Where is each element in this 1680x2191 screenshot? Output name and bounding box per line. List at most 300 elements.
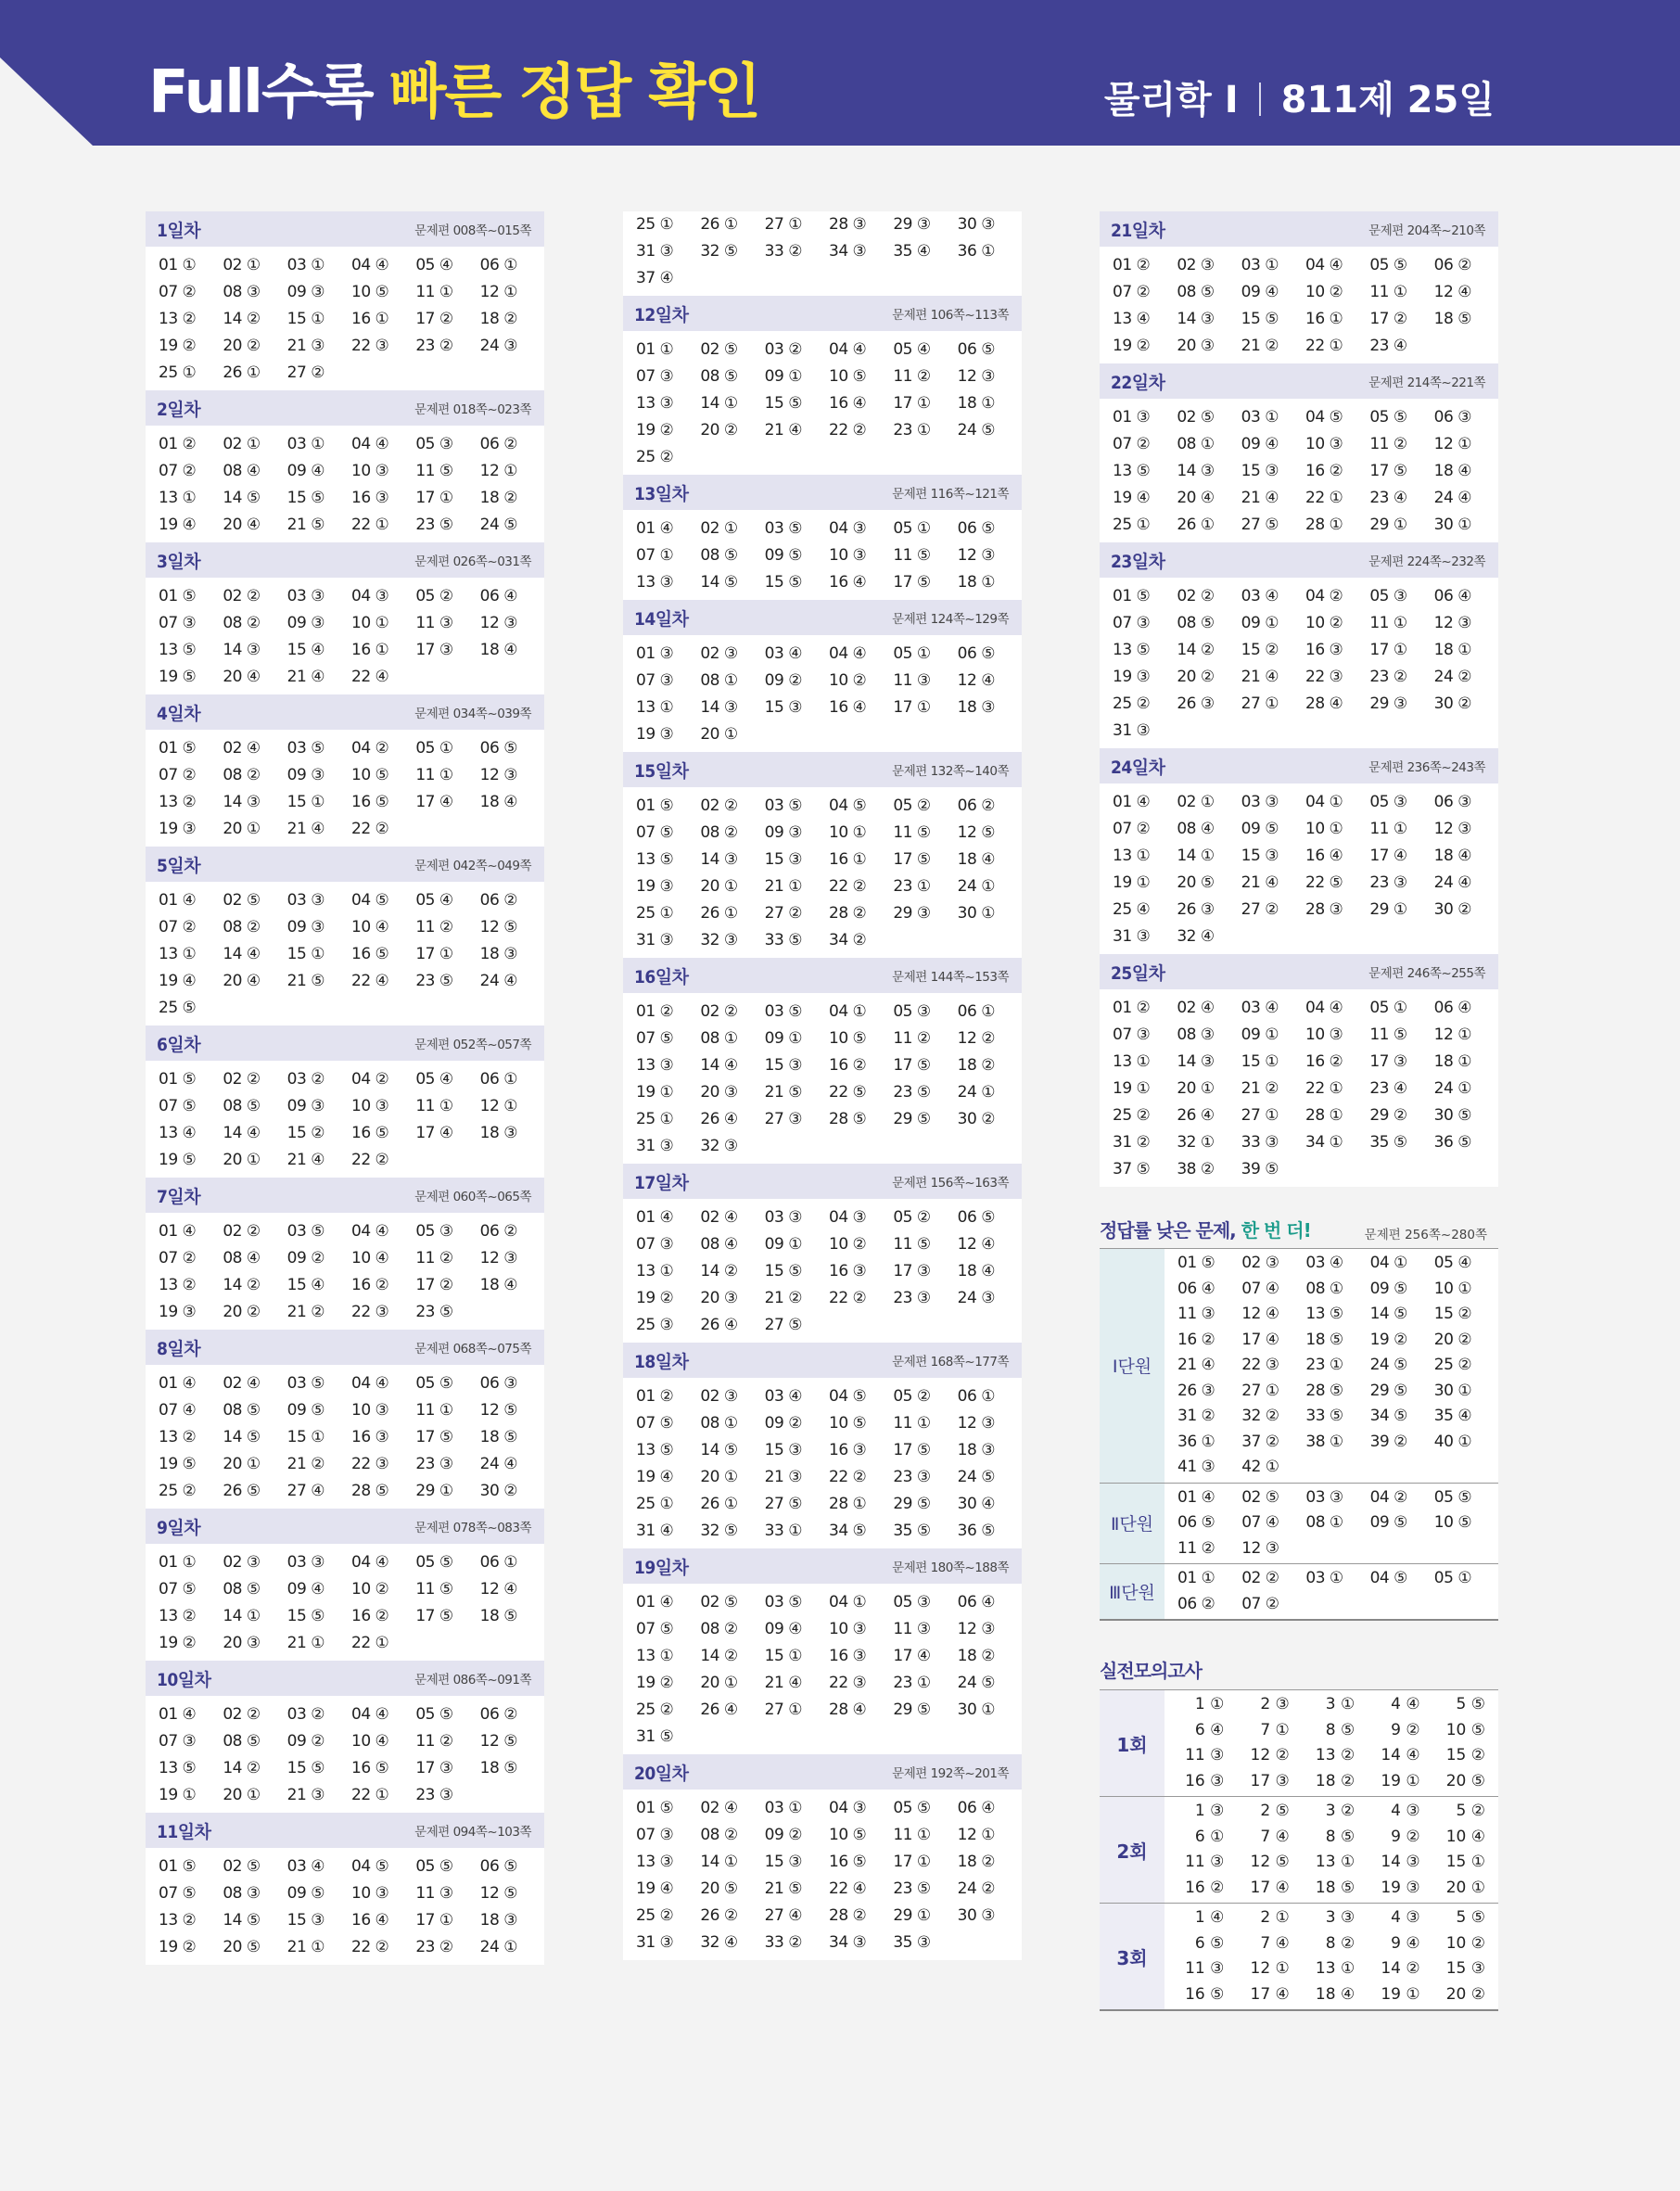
answer-cell: 12 ⑤ — [479, 918, 517, 936]
answer-cell: 19 ③ — [1113, 668, 1151, 686]
answer-cell: 02 ① — [223, 256, 261, 274]
column-3-days — [1100, 211, 1498, 1187]
answer-cell: 06 ⑤ — [957, 340, 995, 359]
day-title: 6일차 — [157, 1034, 201, 1055]
day-title: 7일차 — [157, 1186, 201, 1207]
answer-cell: 07 ③ — [636, 1235, 674, 1254]
answer-cell: 10 ③ — [351, 462, 389, 480]
answer-cell: 24 ① — [957, 1083, 995, 1102]
answer-grid — [623, 993, 1022, 1164]
volume-label: 811제 25일 — [1280, 79, 1495, 121]
answer-cell: 13 ⑤ — [1113, 641, 1151, 659]
answer-cell: 15 ⑤ — [764, 573, 802, 592]
answer-cell: 16 ② — [829, 1056, 867, 1075]
answer-cell: 15 ② — [1433, 1305, 1472, 1323]
answer-cell: 06 ① — [479, 256, 517, 274]
answer-cell: 29 ⑤ — [893, 1495, 931, 1513]
answer-cell: 17 ① — [893, 698, 931, 717]
answer-cell: 07 ② — [1113, 283, 1151, 301]
answer-cell: 20 ② — [700, 421, 738, 439]
answer-cell: 03 ③ — [1305, 1487, 1343, 1507]
answer-cell: 7 ① — [1260, 1720, 1290, 1739]
mock-round-row — [1100, 1903, 1498, 2011]
answer-cell: 05 ④ — [415, 256, 453, 274]
answer-cell: 20 ① — [223, 1455, 261, 1473]
answer-cell: 25 ① — [636, 215, 674, 234]
answer-cell: 12 ① — [1433, 435, 1471, 453]
answer-cell: 27 ⑤ — [764, 1495, 802, 1513]
answer-cell: 01 ⑤ — [1113, 587, 1151, 605]
answer-cell: 02 ① — [223, 435, 261, 453]
answer-cell: 06 ④ — [479, 587, 517, 605]
answer-cell: 02 ② — [223, 587, 261, 605]
answer-cell: 02 ④ — [700, 1208, 738, 1227]
answer-cell: 22 ② — [829, 1289, 867, 1307]
answer-cell: 30 ② — [479, 1482, 517, 1500]
day-title: 9일차 — [157, 1517, 201, 1538]
answer-cell: 20 ① — [1445, 1878, 1485, 1897]
day-block — [623, 752, 1022, 958]
answer-cell: 08 ⑤ — [223, 1732, 261, 1751]
answer-cell: 01 ② — [636, 1002, 674, 1021]
day-block — [146, 694, 544, 847]
answer-cell: 10 ⑤ — [351, 766, 389, 784]
answer-cell: 02 ⑤ — [1241, 1487, 1279, 1507]
answer-cell: 05 ⑤ — [1433, 1487, 1472, 1507]
answer-cell: 27 ① — [1241, 694, 1279, 713]
answer-cell: 29 ⑤ — [1369, 1381, 1407, 1400]
answer-cell: 22 ④ — [829, 1879, 867, 1898]
answer-cell: 17 ① — [415, 945, 453, 963]
answer-cell: 08 ⑤ — [700, 367, 738, 386]
answer-cell: 03 ④ — [1305, 1254, 1343, 1272]
answer-cell: 04 ② — [1369, 1487, 1407, 1507]
answer-cell: 16 ③ — [1185, 1771, 1225, 1790]
answer-grid — [146, 1696, 544, 1813]
answer-cell: 04 ⑤ — [1369, 1569, 1407, 1587]
answer-cell: 04 ⑤ — [351, 891, 389, 910]
answer-cell: 14 ⑤ — [223, 489, 261, 507]
answer-cell: 05 ③ — [415, 435, 453, 453]
answer-cell: 31 ③ — [636, 242, 674, 261]
answer-cell: 21 ① — [286, 1938, 325, 1956]
answer-cell: 19 ④ — [1113, 489, 1151, 507]
answer-cell: 19 ⑤ — [159, 1455, 197, 1473]
answer-cell: 04 ③ — [829, 1208, 867, 1227]
answer-grid — [146, 1544, 544, 1661]
answer-cell: 01 ④ — [636, 1593, 674, 1611]
answer-cell: 33 ③ — [1241, 1133, 1279, 1152]
answer-cell: 15 ③ — [764, 850, 802, 869]
day-block — [1100, 211, 1498, 363]
answer-cell: 23 ① — [893, 421, 931, 439]
answer-cell: 5 ② — [1456, 1802, 1485, 1820]
answer-cell: 01 ④ — [159, 1222, 197, 1241]
answer-cell: 28 ④ — [1305, 694, 1343, 713]
day-page-ref: 문제편 008쪽~015쪽 — [414, 223, 531, 238]
day-header — [1100, 748, 1498, 783]
wrong-section-ref: 문제편 256쪽~280쪽 — [1364, 1228, 1487, 1242]
answer-cell: 13 ① — [636, 1647, 674, 1665]
answer-cell: 02 ② — [223, 1222, 261, 1241]
answer-cell: 19 ③ — [636, 877, 674, 896]
day-title: 3일차 — [157, 551, 201, 572]
answer-cell: 02 ⑤ — [223, 891, 261, 910]
answer-cell: 08 ② — [223, 918, 261, 936]
answer-cell: 18 ③ — [479, 945, 517, 963]
day-header — [146, 1025, 544, 1061]
answer-cell: 06 ⑤ — [957, 519, 995, 538]
answer-cell: 20 ① — [223, 1786, 261, 1804]
answer-cell: 08 ⑤ — [223, 1401, 261, 1420]
answer-cell: 04 ④ — [1305, 256, 1343, 274]
answer-cell: 15 ③ — [286, 1911, 325, 1930]
answer-cell: 07 ② — [159, 766, 197, 784]
answer-cell: 15 ④ — [286, 1276, 325, 1294]
answer-cell: 20 ④ — [223, 668, 261, 686]
day-page-ref: 문제편 034쪽~039쪽 — [414, 707, 531, 721]
answer-cell: 31 ④ — [636, 1522, 674, 1540]
answer-cell: 07 ③ — [636, 671, 674, 690]
answer-cell: 20 ① — [700, 1674, 738, 1692]
mock-exam-section — [1100, 1656, 1498, 2011]
answer-cell: 30 ① — [1433, 516, 1471, 534]
answer-cell: 04 ④ — [351, 1705, 389, 1724]
answer-cell: 15 ① — [764, 1647, 802, 1665]
answer-cell: 02 ④ — [223, 1374, 261, 1393]
answer-cell: 12 ② — [1250, 1746, 1290, 1764]
answer-grid — [623, 1199, 1022, 1343]
answer-cell: 12 ① — [479, 283, 517, 301]
answer-cell: 26 ① — [700, 1495, 738, 1513]
answer-cell: 28 ④ — [829, 1701, 867, 1719]
answer-cell: 31 ③ — [636, 1933, 674, 1952]
answer-cell: 18 ③ — [479, 1124, 517, 1142]
answer-cell: 23 ① — [893, 877, 931, 896]
answer-cell: 03 ① — [286, 256, 325, 274]
answer-cell: 2 ① — [1260, 1908, 1290, 1927]
answer-cell: 29 ③ — [1369, 694, 1407, 713]
day-header — [146, 694, 544, 730]
answer-cell: 08 ③ — [223, 1884, 261, 1903]
answer-cell: 15 ⑤ — [286, 1759, 325, 1777]
day-block — [1100, 542, 1498, 748]
answer-cell: 21 ④ — [286, 1151, 325, 1169]
answer-cell: 01 ⑤ — [636, 796, 674, 815]
day-header — [146, 1178, 544, 1213]
answer-cell: 08 ⑤ — [1177, 283, 1215, 301]
answer-cell: 19 ① — [1381, 1771, 1420, 1790]
answer-cell: 1 ④ — [1194, 1908, 1225, 1927]
answer-cell: 02 ④ — [700, 1799, 738, 1817]
answer-cell: 19 ② — [636, 421, 674, 439]
answer-cell: 21 ① — [286, 1634, 325, 1652]
answer-cell: 12 ④ — [957, 671, 995, 690]
answer-cell: 16 ③ — [351, 489, 389, 507]
answer-cell: 15 ① — [1241, 1052, 1279, 1071]
day-header — [1100, 954, 1498, 989]
answer-cell: 04 ④ — [1305, 999, 1343, 1017]
day-header — [623, 600, 1022, 635]
answer-cell: 24 ③ — [479, 337, 517, 355]
answer-cell: 28 ⑤ — [351, 1482, 389, 1500]
answer-cell: 03 ④ — [286, 1857, 325, 1876]
answer-cell: 18 ⑤ — [479, 1607, 517, 1625]
answer-cell: 21 ④ — [286, 820, 325, 838]
answer-cell: 21 ④ — [1177, 1356, 1215, 1374]
answer-cell: 36 ① — [957, 242, 995, 261]
answer-cell: 10 ① — [351, 614, 389, 632]
answer-cell: 03 ② — [286, 1705, 325, 1724]
answer-cell: 22 ② — [351, 1151, 389, 1169]
answer-cell: 10 ③ — [1305, 435, 1343, 453]
answer-cell: 05 ① — [893, 644, 931, 663]
answer-cell: 12 ① — [479, 1097, 517, 1115]
answer-cell: 08 ④ — [223, 1249, 261, 1267]
answer-cell: 17 ⑤ — [415, 1607, 453, 1625]
answer-cell: 25 ① — [1113, 516, 1151, 534]
answer-grid — [146, 247, 544, 390]
answer-cell: 05 ② — [893, 1208, 931, 1227]
day-title: 2일차 — [157, 399, 201, 420]
answer-cell: 09 ④ — [1241, 283, 1279, 301]
answer-cell: 21 ③ — [286, 1786, 325, 1804]
answer-cell: 22 ③ — [1241, 1356, 1279, 1374]
answer-cell: 30 ③ — [957, 1906, 995, 1925]
answer-cell: 25 ④ — [1113, 900, 1151, 919]
answer-cell: 34 ② — [829, 931, 867, 949]
answer-cell: 01 ① — [1177, 1569, 1215, 1587]
answer-cell: 01 ② — [636, 1387, 674, 1406]
answer-cell: 05 ③ — [1369, 793, 1407, 811]
answer-cell: 09 ② — [286, 1249, 325, 1267]
answer-cell: 27 ② — [764, 904, 802, 923]
answer-cell: 26 ① — [700, 904, 738, 923]
answer-cell: 29 ① — [893, 1906, 931, 1925]
answer-cell: 34 ③ — [829, 242, 867, 261]
answer-cell: 10 ② — [829, 671, 867, 690]
day-header — [146, 390, 544, 426]
answer-cell: 11 ③ — [1185, 1853, 1225, 1871]
unit-list — [1100, 1248, 1498, 1621]
answer-cell: 12 ③ — [957, 546, 995, 565]
answer-cell: 04 ② — [351, 739, 389, 758]
answer-cell: 10 ③ — [829, 546, 867, 565]
answer-cell: 07 ⑤ — [636, 1414, 674, 1433]
answer-cell: 15 ③ — [764, 1441, 802, 1459]
day-title: 20일차 — [634, 1763, 689, 1784]
answer-cell: 22 ① — [1305, 337, 1343, 355]
day-block — [146, 1661, 544, 1813]
answer-cell: 07 ③ — [636, 367, 674, 386]
answer-cell: 03 ③ — [764, 1208, 802, 1227]
answer-cell: 13 ② — [159, 1276, 197, 1294]
answer-cell: 02 ② — [700, 1002, 738, 1021]
answer-cell: 20 ② — [1433, 1330, 1472, 1349]
answer-cell: 05 ② — [893, 796, 931, 815]
day-header — [146, 1509, 544, 1544]
day-block — [623, 1754, 1022, 1960]
answer-cell: 2 ⑤ — [1260, 1802, 1290, 1820]
answer-cell: 17 ② — [1369, 310, 1407, 328]
answer-cell: 32 ① — [1177, 1133, 1215, 1152]
answer-cell: 26 ③ — [1177, 900, 1215, 919]
answer-cell: 06 ② — [479, 1705, 517, 1724]
answer-cell: 19 ① — [1113, 1079, 1151, 1098]
answer-cell: 18 ① — [1433, 641, 1471, 659]
answer-cell: 3 ③ — [1325, 1908, 1355, 1927]
answer-cell: 04 ④ — [351, 1553, 389, 1572]
answer-cell: 20 ② — [223, 337, 261, 355]
answer-cell: 01 ④ — [636, 1208, 674, 1227]
answer-cell: 10 ② — [1445, 1933, 1485, 1953]
answer-cell: 16 ④ — [829, 698, 867, 717]
answer-cell: 19 ① — [1113, 873, 1151, 892]
answer-cell: 13 ⑤ — [636, 850, 674, 869]
answer-cell: 05 ③ — [893, 1002, 931, 1021]
answer-cell: 14 ③ — [223, 641, 261, 659]
answer-cell: 08 ⑤ — [1177, 614, 1215, 632]
answer-cell: 13 ① — [636, 1262, 674, 1280]
unit-answer-grid — [1165, 1484, 1498, 1564]
answer-cell: 12 ① — [1433, 1025, 1471, 1044]
day-title: 13일차 — [634, 483, 689, 504]
answer-cell: 14 ② — [223, 1276, 261, 1294]
brand-full: Full — [148, 58, 261, 127]
answer-cell: 06 ⑤ — [479, 739, 517, 758]
answer-grid — [1100, 399, 1498, 542]
answer-cell: 08 ① — [1177, 435, 1215, 453]
answer-cell: 20 ① — [700, 877, 738, 896]
answer-cell: 12 ③ — [479, 614, 517, 632]
answer-cell: 25 ② — [159, 1482, 197, 1500]
answer-cell: 31 ③ — [636, 1137, 674, 1155]
answer-cell: 05 ⑤ — [1369, 256, 1407, 274]
answer-grid — [1100, 783, 1498, 954]
answer-cell: 17 ④ — [1250, 1984, 1290, 2004]
answer-cell: 13 ② — [159, 1607, 197, 1625]
answer-cell: 07 ③ — [1113, 614, 1151, 632]
answer-cell: 17 ② — [415, 310, 453, 328]
answer-cell: 14 ⑤ — [700, 573, 738, 592]
answer-cell: 01 ⑤ — [159, 1070, 197, 1089]
answer-cell: 10 ⑤ — [829, 367, 867, 386]
answer-cell: 04 ④ — [829, 340, 867, 359]
answer-cell: 15 ③ — [1241, 462, 1279, 480]
column-3 — [1100, 211, 1498, 2011]
answer-cell: 14 ③ — [1381, 1853, 1420, 1871]
answer-cell: 08 ① — [700, 671, 738, 690]
answer-cell: 01 ② — [1113, 999, 1151, 1017]
answer-cell: 35 ⑤ — [1369, 1133, 1407, 1152]
answer-cell: 27 ① — [764, 1701, 802, 1719]
answer-cell: 17 ⑤ — [1369, 462, 1407, 480]
answer-cell: 17 ⑤ — [893, 573, 931, 592]
answer-cell: 18 ③ — [957, 698, 995, 717]
answer-cell: 21 ⑤ — [286, 972, 325, 990]
answer-cell: 06 ① — [479, 1553, 517, 1572]
answer-cell: 06 ② — [479, 435, 517, 453]
answer-cell: 30 ② — [957, 1110, 995, 1128]
answer-cell: 35 ④ — [893, 242, 931, 261]
answer-cell: 15 ⑤ — [286, 1607, 325, 1625]
answer-cell: 13 ⑤ — [159, 1759, 197, 1777]
answer-cell: 06 ④ — [1433, 999, 1471, 1017]
day-page-ref: 문제편 086쪽~091쪽 — [414, 1673, 531, 1688]
day-page-ref: 문제편 106쪽~113쪽 — [892, 308, 1009, 323]
answer-cell: 26 ① — [223, 363, 261, 382]
mock-answer-grid — [1165, 1690, 1498, 1796]
answer-cell: 06 ③ — [1433, 793, 1471, 811]
answer-cell: 11 ① — [1369, 614, 1407, 632]
answer-cell: 14 ② — [223, 1759, 261, 1777]
answer-cell: 27 ④ — [764, 1906, 802, 1925]
answer-cell: 18 ④ — [1315, 1984, 1355, 2004]
answer-cell: 16 ① — [351, 641, 389, 659]
answer-grid — [146, 1213, 544, 1330]
answer-cell: 15 ③ — [1241, 847, 1279, 865]
answer-cell: 21 ③ — [286, 337, 325, 355]
answer-cell: 10 ⑤ — [351, 283, 389, 301]
answer-cell: 01 ③ — [636, 644, 674, 663]
answer-cell: 29 ③ — [893, 215, 931, 234]
day-title: 12일차 — [634, 304, 689, 325]
answer-cell: 33 ① — [764, 1522, 802, 1540]
answer-cell: 20 ① — [223, 1151, 261, 1169]
answer-grid — [623, 331, 1022, 475]
answer-cell: 08 ① — [700, 1029, 738, 1048]
answer-cell: 11 ③ — [1185, 1746, 1225, 1764]
answer-cell: 10 ⑤ — [1445, 1720, 1485, 1739]
day-title: 22일차 — [1111, 372, 1165, 393]
answer-cell: 23 ① — [1305, 1356, 1343, 1374]
answer-cell: 12 ④ — [479, 1580, 517, 1599]
answer-cell: 29 ⑤ — [893, 1701, 931, 1719]
unit-answer-grid — [1165, 1564, 1498, 1619]
answer-cell: 25 ① — [636, 1110, 674, 1128]
answer-cell: 19 ② — [1369, 1330, 1407, 1349]
answer-cell: 13 ② — [159, 310, 197, 328]
answer-cell: 18 ④ — [957, 850, 995, 869]
answer-cell: 20 ① — [700, 725, 738, 744]
answer-cell: 16 ① — [1305, 310, 1343, 328]
answer-grid — [623, 787, 1022, 958]
answer-cell: 23 ③ — [415, 1455, 453, 1473]
answer-cell: 14 ① — [223, 1607, 261, 1625]
answer-cell: 10 ① — [1433, 1279, 1472, 1298]
answer-cell: 12 ③ — [957, 367, 995, 386]
answer-cell: 01 ④ — [159, 1374, 197, 1393]
answer-cell: 01 ⑤ — [159, 739, 197, 758]
answer-cell: 24 ⑤ — [957, 1468, 995, 1486]
answer-cell: 18 ④ — [479, 793, 517, 811]
answer-cell: 09 ② — [286, 1732, 325, 1751]
answer-cell: 05 ③ — [415, 1222, 453, 1241]
day-title: 23일차 — [1111, 551, 1165, 572]
answer-cell: 20 ⑤ — [223, 1938, 261, 1956]
answer-grid — [1100, 578, 1498, 748]
answer-cell: 05 ④ — [415, 1070, 453, 1089]
answer-cell: 03 ③ — [286, 587, 325, 605]
answer-cell: 05 ① — [893, 519, 931, 538]
answer-cell: 05 ② — [893, 1387, 931, 1406]
answer-cell: 32 ③ — [700, 1137, 738, 1155]
answer-cell: 21 ④ — [764, 421, 802, 439]
answer-cell: 16 ① — [829, 850, 867, 869]
day-title: 14일차 — [634, 608, 689, 630]
answer-cell: 19 ③ — [159, 1303, 197, 1321]
answer-cell: 04 ⑤ — [351, 1857, 389, 1876]
